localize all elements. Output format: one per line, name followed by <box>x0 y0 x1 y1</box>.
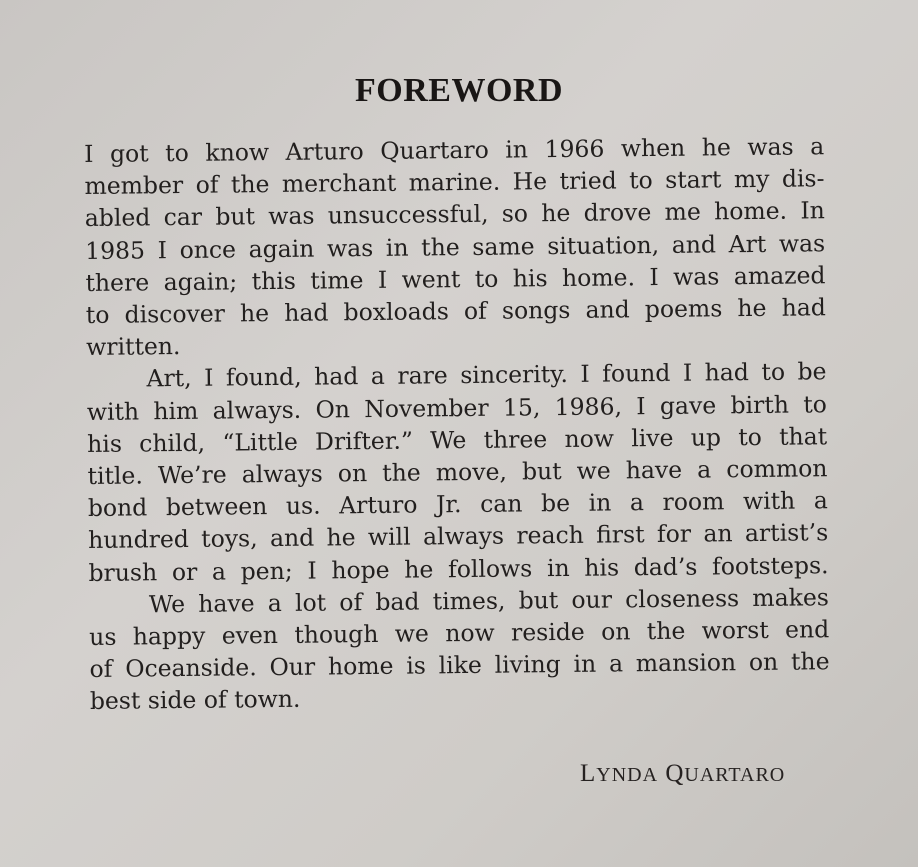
text-line: I got to know Arturo Quartaro in 1966 when he was a <box>84 132 825 168</box>
text-line: best side of town. <box>89 685 301 716</box>
text-line: there again; this time I went to his home. I was amazed <box>85 261 826 297</box>
text-line: written. <box>86 332 181 362</box>
text-line: We have a lot of bad times, but our closeness makes <box>148 583 829 619</box>
text-line: of Oceanside. Our home is like living in a mansion on the <box>89 647 830 684</box>
signature-last-initial: Q <box>665 760 685 787</box>
text-line: brush or a pen; I hope he follows in his dad’s footsteps. <box>88 550 829 587</box>
text-line: abled car but was unsuccessful, so he drove me home. In <box>84 196 825 233</box>
signature-last-rest: UARTARO <box>684 764 786 786</box>
text-line: 1985 I once again was in the same situation, and Art was <box>85 228 826 265</box>
signature-first-initial: L <box>580 760 597 787</box>
foreword-body <box>84 130 830 717</box>
signature-first-rest: YNDA <box>596 764 659 786</box>
text-line: with him always. On November 15, 1986, I gave birth to <box>86 389 827 426</box>
author-signature <box>580 760 785 788</box>
text-line: us happy even though we now reside on the worst end <box>89 615 830 652</box>
text-line: to discover he had boxloads of songs and poems he had <box>85 293 826 330</box>
text-line: hundred toys, and he will always reach first for an artist’s <box>88 518 829 555</box>
text-line: his child, “Little Drifter.” We three now live up to that <box>87 422 828 458</box>
text-line: bond between us. Arturo Jr. can be in a room with a <box>87 486 828 523</box>
text-line: title. We’re always on the move, but we have a common <box>87 454 828 491</box>
page-title: FOREWORD <box>355 72 563 109</box>
text-line: member of the merchant marine. He tried to start my dis- <box>84 164 825 201</box>
text-line: Art, I found, had a rare sincerity. I found I had to be <box>146 357 827 393</box>
